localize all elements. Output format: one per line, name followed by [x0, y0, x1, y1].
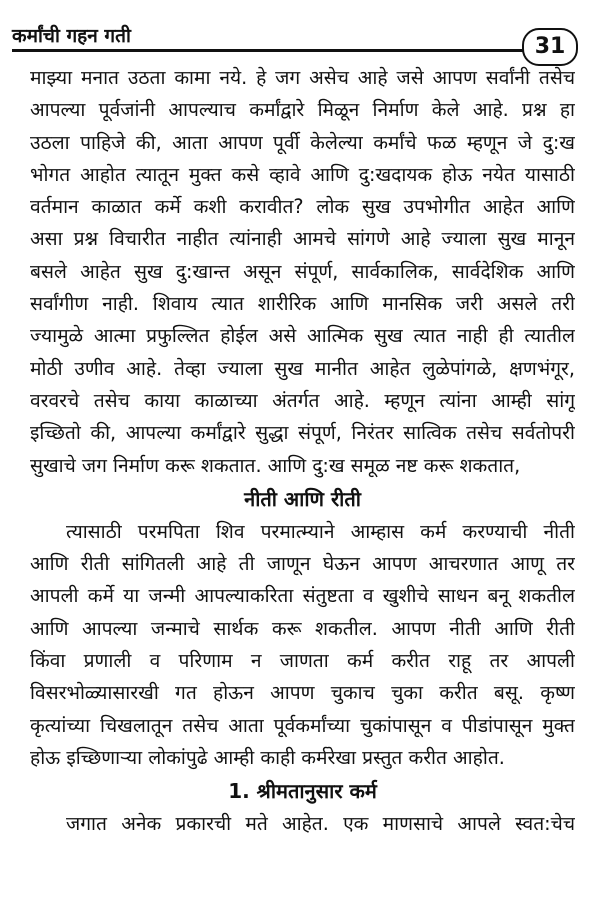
text-line: भोगत आहोत त्यातून मुक्त कसे व्हावे आणि दु:खदायक होऊ नयेत यासाठी	[30, 162, 575, 186]
text-line: वर्तमान काळात कर्मे कशी करावीत? लोक सुख उपभोगीत आहेत आणि	[30, 195, 575, 219]
text-line: त्यासाठी परमपिता शिव परमात्म्याने आम्हास कर्म करण्याची नीती	[66, 519, 575, 543]
header-rule	[12, 49, 538, 52]
section-heading-shrimatanusar-karma: 1. श्रीमतानुसार कर्म	[228, 779, 377, 804]
page-header	[12, 6, 578, 59]
text-line: इच्छितो की, आपल्या कर्मांद्वारे सुद्धा संपूर्ण, निरंतर सात्विक तसेच सर्वतोपरी	[30, 421, 575, 445]
text-line: वरवरचे तसेच काया काळाच्या अंतर्गत आहे. म्हणून त्यांना आम्ही सांगू	[30, 388, 575, 412]
text-line: बसले आहेत सुख दु:खान्त असून संपूर्ण, सार्वकालिक, सार्वदेशिक आणि	[30, 259, 575, 283]
text-line: माझ्या मनात उठता कामा नये. हे जग असेच आहे जसे आपण सर्वांनी तसेच	[30, 66, 575, 89]
page-number-badge: 31	[522, 28, 578, 66]
paragraph-3	[30, 808, 575, 840]
paragraph-2	[30, 516, 575, 774]
text-line: विसरभोळ्यासारखी गत होऊन आपण चुकाच चुका करीत बसू. कृष्ण	[30, 681, 575, 705]
text-line: ज्यामुळे आत्मा प्रफुल्लित होईल असे आत्मिक सुख त्यात नाही ही त्यातील	[30, 324, 575, 348]
paragraph-1	[30, 62, 575, 482]
text-line: किंवा प्रणाली व परिणाम न जाणता कर्म करीत राहू तर आपली	[30, 649, 575, 673]
running-title: कर्मांची गहन गती	[12, 25, 131, 47]
text-line: आपल्या पूर्वजांनी आपल्याच कर्मांद्वारे मिळून निर्माण केले आहे. प्रश्न हा	[30, 98, 575, 122]
text-line: आणि आपल्या जन्माचे सार्थक करू शकतील. आपण नीती आणि रीती	[30, 616, 575, 640]
text-line: सर्वांगीण नाही. शिवाय त्यात शारीरिक आणि मानसिक जरी असले तरी	[30, 292, 575, 316]
page-body	[30, 62, 575, 841]
text-line: आणि रीती सांगितली आहे ती जाणून घेऊन आपण आचरणात आणू तर	[30, 552, 575, 576]
text-line: कृत्यांच्या चिखलातून तसेच आता पूर्वकर्मांच्या चुकांपासून व पीडांपासून मुक्त	[30, 713, 575, 737]
text-line: आपली कर्मे या जन्मी आपल्याकरिता संतुष्टता व खुशीचे साधन बनू शकतील	[30, 584, 575, 608]
text-line: मोठी उणीव आहे. तेव्हा ज्याला सुख मानीत आहेत लुळेपांगळे, क्षणभंगूर,	[30, 356, 575, 380]
text-line: सुखाचे जग निर्माण करू शकतात. आणि दु:ख समूळ नष्ट करू शकतात,	[30, 453, 521, 477]
text-line: उठला पाहिजे की, आता आपण पूर्वी केलेल्या कर्मांचे फळ म्हणून जे दु:ख	[30, 130, 575, 154]
section-heading-niti-aani-riti: नीती आणि रीती	[244, 486, 361, 511]
text-line: असा प्रश्न विचारीत नाहीत त्यांनाही आमचे सांगणे आहे ज्याला सुख मानून	[30, 227, 575, 251]
text-line: जगात अनेक प्रकारची मते आहेत. एक माणसाचे आपले स्वत:चेच	[66, 812, 575, 836]
text-line: होऊ इच्छिणाऱ्या लोकांपुढे आम्ही काही कर्मरेखा प्रस्तुत करीत आहोत.	[30, 745, 505, 769]
